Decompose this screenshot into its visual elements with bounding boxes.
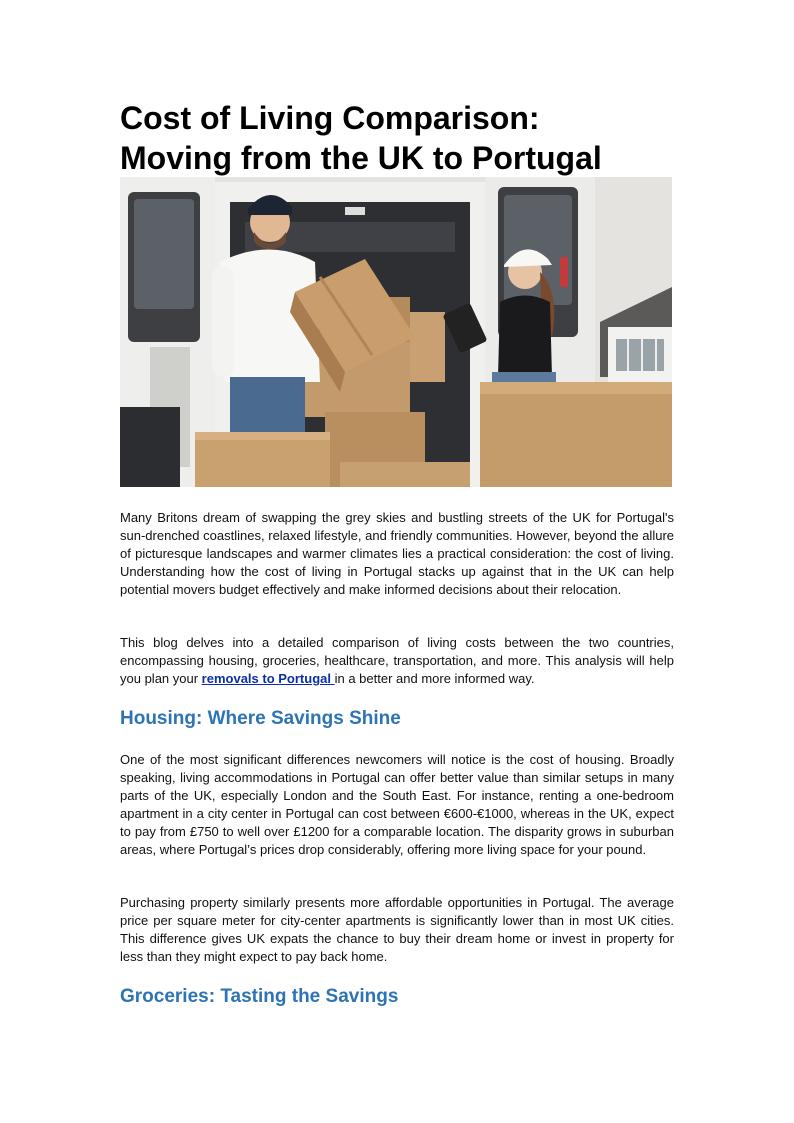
title-line-2: Moving from the UK to Portugal (120, 140, 602, 176)
heading-housing: Housing: Where Savings Shine (120, 708, 401, 729)
movers-loading-van-photo (120, 177, 672, 487)
blog-text-after-link: in a better and more informed way. (334, 671, 535, 686)
removals-to-portugal-link[interactable]: removals to Portugal (201, 671, 335, 686)
title-line-1: Cost of Living Comparison: (120, 100, 540, 136)
housing-paragraph-2: Purchasing property similarly presents more affordable opportunities in Portugal. The average price per square meter for city-center apartments is significantly lower than in most UK cities. This difference gives UK expats the chance to buy their dream home or invest in property for less than they might expect to pay back home. (120, 895, 674, 964)
intro-paragraph: Many Britons dream of swapping the grey skies and bustling streets of the UK for Portugal's sun-drenched coastlines, relaxed lifestyle, and friendly communities. However, beyond the allure of picturesque landscapes and warmer climates lies a practical consideration: the cost of living. Understanding how the cost of living in Portugal stacks up against that in the UK can help potential movers budget effectively and make informed decisions about their relocation. (120, 510, 674, 597)
housing-paragraph-1: One of the most significant differences newcomers will notice is the cost of housing. Broadly speaking, living accommodations in Portugal can offer better value than similar setups in many parts of the UK, especially London and the South East. For instance, renting a one-bedroom apartment in a city center in Portugal can cost between €600-€1000, whereas in the UK, expect to pay from £750 to well over £1200 for a comparable location. The disparity grows in suburban areas, where Portugal’s prices drop considerably, offering more living space for your pound. (120, 752, 674, 857)
blog-paragraph (120, 634, 674, 688)
blog-text-before-link: This blog delves into a detailed comparison of living costs between the two countries, encompassing housing, groceries, healthcare, transportation, and more. This analysis will help you plan your (120, 635, 674, 686)
page-title (120, 98, 720, 178)
heading-groceries: Groceries: Tasting the Savings (120, 986, 399, 1007)
